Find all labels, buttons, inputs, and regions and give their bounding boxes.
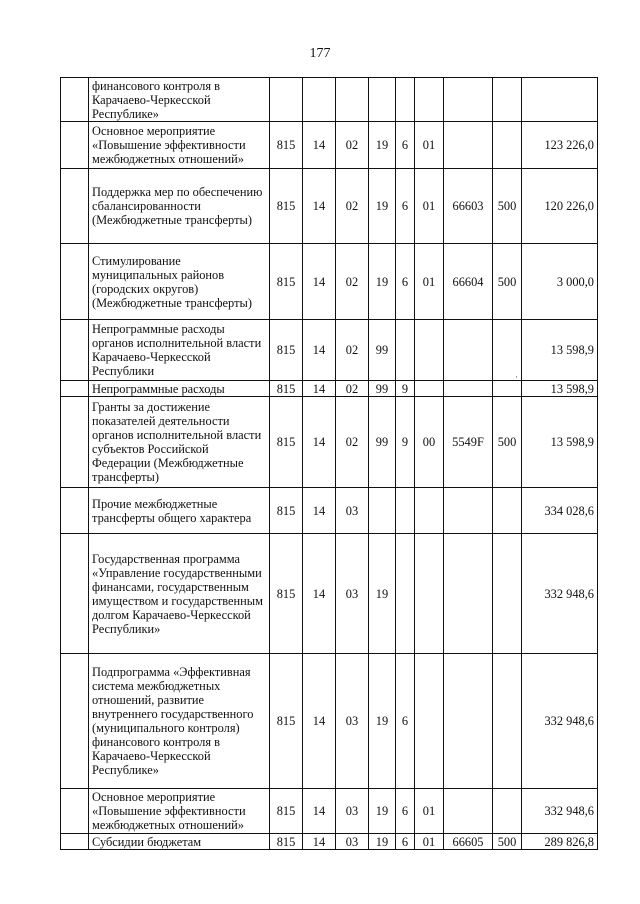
subsection-code-cell: 03 bbox=[336, 488, 369, 534]
section-code-cell: 14 bbox=[303, 381, 336, 397]
section-code-cell: 14 bbox=[303, 244, 336, 320]
table-row bbox=[61, 789, 598, 834]
section-code-cell: 14 bbox=[303, 320, 336, 381]
activity-code-cell: 01 bbox=[415, 122, 444, 169]
section-code-cell: 14 bbox=[303, 834, 336, 850]
empty-cell bbox=[61, 397, 89, 488]
subprogram-code-cell bbox=[396, 488, 415, 534]
activity-code-cell bbox=[415, 320, 444, 381]
expense-type-cell: 500 bbox=[493, 169, 522, 244]
amount-cell: 13 598,9 bbox=[522, 397, 598, 488]
table-row bbox=[61, 78, 598, 122]
amount-cell: 334 028,6 bbox=[522, 488, 598, 534]
table-row bbox=[61, 534, 598, 654]
subprogram-code-cell: 6 bbox=[396, 654, 415, 789]
empty-cell bbox=[61, 654, 89, 789]
subsection-code-cell: 03 bbox=[336, 789, 369, 834]
item-name-cell: Подпрограмма «Эффективная система межбюджетных отношений, развитие внутреннего государственного (муниципального контроля) финансового контроля в Карачаево-Черкесской Республике» bbox=[89, 654, 270, 789]
expense-type-cell bbox=[493, 534, 522, 654]
section-code-cell: 14 bbox=[303, 169, 336, 244]
direction-code-cell: 5549F bbox=[444, 397, 493, 488]
item-name-cell: Непрограммные расходы органов исполнительной власти Карачаево-Черкесской Республики bbox=[89, 320, 270, 381]
direction-code-cell: 66605 bbox=[444, 834, 493, 850]
subsection-code-cell: 03 bbox=[336, 654, 369, 789]
table-row bbox=[61, 122, 598, 169]
direction-code-cell bbox=[444, 78, 493, 122]
subprogram-code-cell bbox=[396, 78, 415, 122]
program-code-cell: 19 bbox=[369, 169, 396, 244]
item-name-cell: Основное мероприятие «Повышение эффективности межбюджетных отношений» bbox=[89, 122, 270, 169]
activity-code-cell: 01 bbox=[415, 244, 444, 320]
program-code-cell: 99 bbox=[369, 381, 396, 397]
activity-code-cell bbox=[415, 381, 444, 397]
ministry-code-cell: 815 bbox=[270, 397, 303, 488]
program-code-cell: 19 bbox=[369, 244, 396, 320]
program-code-cell: 19 bbox=[369, 834, 396, 850]
amount-cell: 123 226,0 bbox=[522, 122, 598, 169]
empty-cell bbox=[61, 534, 89, 654]
item-name-cell: Гранты за достижение показателей деятельности органов исполнительной власти субъектов Российской Федерации (Межбюджетные трансферты) bbox=[89, 397, 270, 488]
table-row bbox=[61, 381, 598, 397]
empty-cell bbox=[61, 244, 89, 320]
ministry-code-cell: 815 bbox=[270, 534, 303, 654]
subprogram-code-cell: 9 bbox=[396, 381, 415, 397]
section-code-cell: 14 bbox=[303, 789, 336, 834]
program-code-cell bbox=[369, 78, 396, 122]
item-name-cell: финансового контроля в Карачаево-Черкесской Республике» bbox=[89, 78, 270, 122]
empty-cell bbox=[61, 169, 89, 244]
direction-code-cell: 66604 bbox=[444, 244, 493, 320]
amount-cell: 332 948,6 bbox=[522, 534, 598, 654]
program-code-cell: 19 bbox=[369, 534, 396, 654]
subsection-code-cell: 02 bbox=[336, 320, 369, 381]
budget-table bbox=[60, 77, 598, 850]
activity-code-cell bbox=[415, 78, 444, 122]
table-row bbox=[61, 397, 598, 488]
direction-code-cell bbox=[444, 789, 493, 834]
direction-code-cell bbox=[444, 654, 493, 789]
expense-type-cell: 500 bbox=[493, 397, 522, 488]
section-code-cell: 14 bbox=[303, 534, 336, 654]
activity-code-cell bbox=[415, 534, 444, 654]
expense-type-cell: 500 bbox=[493, 834, 522, 850]
amount-cell: 289 826,8 bbox=[522, 834, 598, 850]
empty-cell bbox=[61, 789, 89, 834]
ministry-code-cell: 815 bbox=[270, 320, 303, 381]
expense-type-cell bbox=[493, 488, 522, 534]
item-name-cell: Прочие межбюджетные трансферты общего характера bbox=[89, 488, 270, 534]
activity-code-cell bbox=[415, 488, 444, 534]
program-code-cell: 19 bbox=[369, 654, 396, 789]
subsection-code-cell: 02 bbox=[336, 122, 369, 169]
empty-cell bbox=[61, 122, 89, 169]
table-row bbox=[61, 488, 598, 534]
section-code-cell: 14 bbox=[303, 488, 336, 534]
amount-cell: 332 948,6 bbox=[522, 789, 598, 834]
program-code-cell: 19 bbox=[369, 789, 396, 834]
subsection-code-cell: 03 bbox=[336, 834, 369, 850]
program-code-cell: 19 bbox=[369, 122, 396, 169]
amount-cell bbox=[522, 78, 598, 122]
activity-code-cell: 00 bbox=[415, 397, 444, 488]
amount-cell: 13 598,9 bbox=[522, 320, 598, 381]
direction-code-cell bbox=[444, 381, 493, 397]
subprogram-code-cell: 6 bbox=[396, 834, 415, 850]
direction-code-cell bbox=[444, 122, 493, 169]
expense-type-cell: 500 bbox=[493, 244, 522, 320]
ministry-code-cell: 815 bbox=[270, 169, 303, 244]
subsection-code-cell: 02 bbox=[336, 397, 369, 488]
program-code-cell bbox=[369, 488, 396, 534]
expense-type-cell bbox=[493, 381, 522, 397]
amount-cell: 120 226,0 bbox=[522, 169, 598, 244]
ministry-code-cell: 815 bbox=[270, 654, 303, 789]
subsection-code-cell: 03 bbox=[336, 534, 369, 654]
table-row bbox=[61, 834, 598, 850]
section-code-cell: 14 bbox=[303, 397, 336, 488]
subprogram-code-cell: 6 bbox=[396, 122, 415, 169]
subprogram-code-cell: 9 bbox=[396, 397, 415, 488]
activity-code-cell: 01 bbox=[415, 169, 444, 244]
direction-code-cell bbox=[444, 534, 493, 654]
ministry-code-cell: 815 bbox=[270, 381, 303, 397]
ministry-code-cell: 815 bbox=[270, 834, 303, 850]
section-code-cell: 14 bbox=[303, 654, 336, 789]
subprogram-code-cell: 6 bbox=[396, 244, 415, 320]
direction-code-cell: 66603 bbox=[444, 169, 493, 244]
expense-type-cell bbox=[493, 654, 522, 789]
page-number: 177 bbox=[309, 46, 331, 61]
program-code-cell: 99 bbox=[369, 320, 396, 381]
expense-type-cell bbox=[493, 78, 522, 122]
empty-cell bbox=[61, 834, 89, 850]
amount-cell: 3 000,0 bbox=[522, 244, 598, 320]
empty-cell bbox=[61, 488, 89, 534]
subsection-code-cell: 02 bbox=[336, 244, 369, 320]
item-name-cell: Непрограммные расходы bbox=[89, 381, 270, 397]
program-code-cell: 99 bbox=[369, 397, 396, 488]
item-name-cell: Государственная программа «Управление государственными финансами, государственным имуществом и государственным долгом Карачаево-Черкесской Республики» bbox=[89, 534, 270, 654]
ministry-code-cell: 815 bbox=[270, 122, 303, 169]
table-row bbox=[61, 244, 598, 320]
direction-code-cell bbox=[444, 488, 493, 534]
amount-cell: 332 948,6 bbox=[522, 654, 598, 789]
table-row bbox=[61, 654, 598, 789]
direction-code-cell bbox=[444, 320, 493, 381]
activity-code-cell: 01 bbox=[415, 834, 444, 850]
subsection-code-cell: 02 bbox=[336, 381, 369, 397]
ministry-code-cell: 815 bbox=[270, 488, 303, 534]
activity-code-cell: 01 bbox=[415, 789, 444, 834]
item-name-cell: Поддержка мер по обеспечению сбалансированности (Межбюджетные трансферты) bbox=[89, 169, 270, 244]
item-name-cell: Субсидии бюджетам bbox=[89, 834, 270, 850]
ministry-code-cell: 815 bbox=[270, 244, 303, 320]
ministry-code-cell: 815 bbox=[270, 789, 303, 834]
expense-type-cell bbox=[493, 122, 522, 169]
subprogram-code-cell: 6 bbox=[396, 789, 415, 834]
activity-code-cell bbox=[415, 654, 444, 789]
subprogram-code-cell: 6 bbox=[396, 169, 415, 244]
amount-cell: 13 598,9 bbox=[522, 381, 598, 397]
empty-cell bbox=[61, 78, 89, 122]
section-code-cell: 14 bbox=[303, 122, 336, 169]
table-row bbox=[61, 169, 598, 244]
subsection-code-cell bbox=[336, 78, 369, 122]
scan-mark: · bbox=[515, 372, 518, 382]
subsection-code-cell: 02 bbox=[336, 169, 369, 244]
expense-type-cell bbox=[493, 789, 522, 834]
subprogram-code-cell bbox=[396, 534, 415, 654]
item-name-cell: Стимулирование муниципальных районов (городских округов) (Межбюджетные трансферты) bbox=[89, 244, 270, 320]
subprogram-code-cell bbox=[396, 320, 415, 381]
section-code-cell bbox=[303, 78, 336, 122]
empty-cell bbox=[61, 320, 89, 381]
empty-cell bbox=[61, 381, 89, 397]
item-name-cell: Основное мероприятие «Повышение эффективности межбюджетных отношений» bbox=[89, 789, 270, 834]
ministry-code-cell bbox=[270, 78, 303, 122]
